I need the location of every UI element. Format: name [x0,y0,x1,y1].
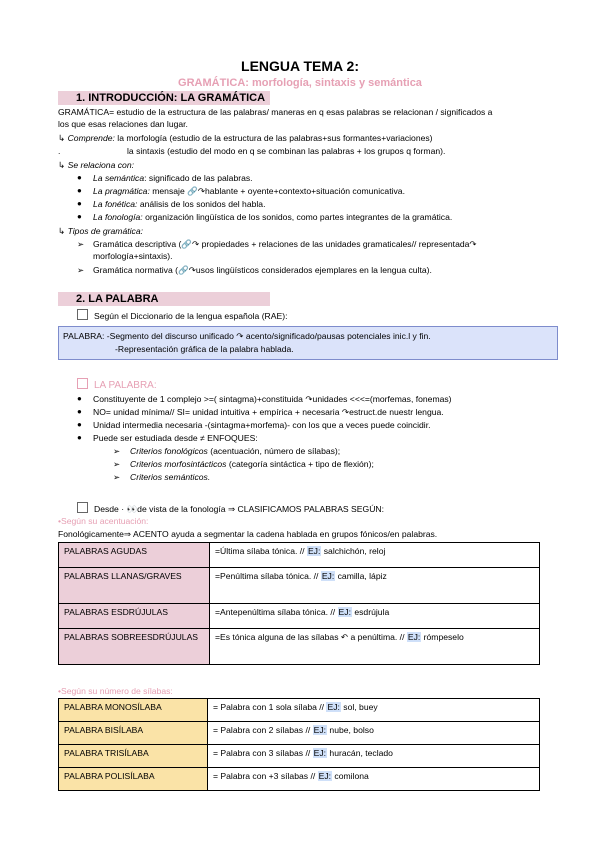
tipos-item-1a: Gramática descriptiva (🔗↷ propiedades + relaciones de las unidades gramaticales// representada↷ [93,239,477,249]
table-row [59,568,540,604]
acentuacion-line: Fonológicamente⇒ ACENTO ayuda a segmentar la cadena hablada en grupos fónicos/en palabras. [58,529,438,539]
checkbox-icon[interactable] [77,309,88,320]
arrow-bullet-icon: ➢ [77,239,85,249]
comprende-dot: . [58,146,61,156]
comprende-label: Comprende: [67,133,115,143]
palabra-bullet: Constituyente de 1 complejo >=( sintagma)+constituida ↷unidades <<<=(morfemas, fonemas) [93,394,452,404]
rae-definition-2: -Representación gráfica de la palabra hablada. [115,344,294,354]
grammar-definition-line-1: GRAMÁTICA= estudio de la estructura de las palabras/ maneras en q esas palabras se relacionan / significados a [58,107,493,117]
relaciona-item: La fonética: análisis de los sonidos del habla. [93,199,266,209]
comprende-item-1: la morfología (estudio de la estructura de las palabras+sus formantes+variaciones) [114,133,433,143]
silabas-table [58,698,540,791]
table-cell-key: PALABRA POLISÍLABA [59,768,208,791]
bullet-icon: ● [77,212,82,221]
comprende-item-2: la sintaxis (estudio del modo en q se combinan las palabras + los grupos q forman). [127,146,446,156]
table-cell-key: PALABRA BISÍLABA [59,722,208,745]
arrow-bullet-icon: ➢ [77,265,85,275]
bullet-icon: ● [77,420,82,429]
arrow-bullet-icon: ➢ [113,446,121,456]
bullet-icon: ● [77,173,82,182]
table-cell-value: =Penúltima sílaba tónica. // EJ: camilla, lápiz [210,568,540,604]
enfoque-item: Criterios morfosintácticos (categoría sintáctica + tipo de flexión); [130,459,374,469]
table-cell-key: PALABRAS LLANAS/GRAVES [59,568,210,604]
arrow-bullet-icon: ➢ [113,472,121,482]
relaciona-line: ↳ Se relaciona con: [58,160,134,170]
checkbox-icon[interactable] [77,378,88,389]
palabra-bullet: NO= unidad mínima// SI= unidad intuitiva + empírica + necesaria ↷estruct.de nuestr lengua. [93,407,444,417]
table-row [59,699,540,722]
rae-definition-1: PALABRA: -Segmento del discurso unificado ↷ acento/significado/pausas potenciales inic.l y fin. [63,331,431,341]
tipos-line: ↳ Tipos de gramática: [58,226,143,236]
acentuacion-table [58,542,540,665]
bullet-icon: ● [77,394,82,403]
tipos-item-1b: morfología+sintaxis). [93,251,173,261]
comprende-line: ↳ Comprende: la morfología (estudio de la estructura de las palabras+sus formantes+variaciones) [58,133,433,143]
table-row [59,722,540,745]
table-cell-value: =Última sílaba tónica. // EJ: salchichón, reloj [210,543,540,568]
table-row [59,768,540,791]
checkbox-icon[interactable] [77,502,88,513]
bullet-icon: ● [77,433,82,442]
table-row [59,543,540,568]
table-cell-value: = Palabra con +3 sílabas // EJ: comilona [208,768,540,791]
palabra-bullet: Puede ser estudiada desde ≠ ENFOQUES: [93,433,258,443]
arrow-bullet-icon: ➢ [113,459,121,469]
palabra-bullet: Unidad intermedia necesaria -(sintagma+morfema)- con los que a veces puede coincidir. [93,420,431,430]
enfoque-item: Criterios fonológicos (acentuación, número de sílabas); [130,446,341,456]
table-cell-value: =Antepenúltima sílaba tónica. // EJ: esdrújula [210,604,540,629]
rae-line: Según el Diccionario de la lengua española (RAE): [77,309,287,322]
table-cell-key: PALABRA TRISÍLABA [59,745,208,768]
bullet-icon: ● [77,199,82,208]
silabas-label: •Según su número de sílabas: [58,686,173,696]
la-palabra-subheading: LA PALABRA: [77,378,157,391]
table-cell-value: = Palabra con 3 sílabas // EJ: huracán, teclado [208,745,540,768]
relaciona-label: Se relaciona con: [67,160,134,170]
section-1-heading: 1. INTRODUCCIÓN: LA GRAMÁTICA [58,91,270,105]
fonologia-line: Desde · 👀de vista de la fonología ⇒ CLASIFICAMOS PALABRAS SEGÚN: [77,502,384,515]
relaciona-item: La fonología: organización lingüística de los sonidos, como partes integrantes de la gramática. [93,212,453,222]
table-cell-value: = Palabra con 1 sola sílaba // EJ: sol, buey [208,699,540,722]
bullet-icon: ● [77,186,82,195]
table-row [59,745,540,768]
acentuacion-label: •Según su acentuación: [58,516,149,526]
table-cell-key: PALABRA MONOSÍLABA [59,699,208,722]
relaciona-item: La semántica: significado de las palabras. [93,173,253,183]
relaciona-item: La pragmática: mensaje 🔗↷hablante + oyente+contexto+situación comunicativa. [93,186,405,196]
tipos-label: Tipos de gramática: [67,226,143,236]
table-cell-key: PALABRAS SOBREESDRÚJULAS [59,629,210,665]
page-subtitle: GRAMÁTICA: morfología, sintaxis y semántica [178,77,422,89]
enfoque-item: Criterios semánticos. [130,472,211,482]
table-row [59,629,540,665]
table-row [59,604,540,629]
table-cell-key: PALABRAS AGUDAS [59,543,210,568]
table-cell-key: PALABRAS ESDRÚJULAS [59,604,210,629]
tipos-item-2: Gramática normativa (🔗↷usos lingüísticos considerados ejemplares en la lengua culta). [93,265,432,275]
grammar-definition-line-2: los que esas relaciones dan lugar. [58,119,188,129]
section-2-heading: 2. LA PALABRA [58,292,270,306]
page-title: LENGUA TEMA 2: [241,58,359,74]
table-cell-value: =Es tónica alguna de las sílabas ↶ a penúltima. // EJ: rómpeselo [210,629,540,665]
table-cell-value: = Palabra con 2 sílabas // EJ: nube, bolso [208,722,540,745]
bullet-icon: ● [77,407,82,416]
